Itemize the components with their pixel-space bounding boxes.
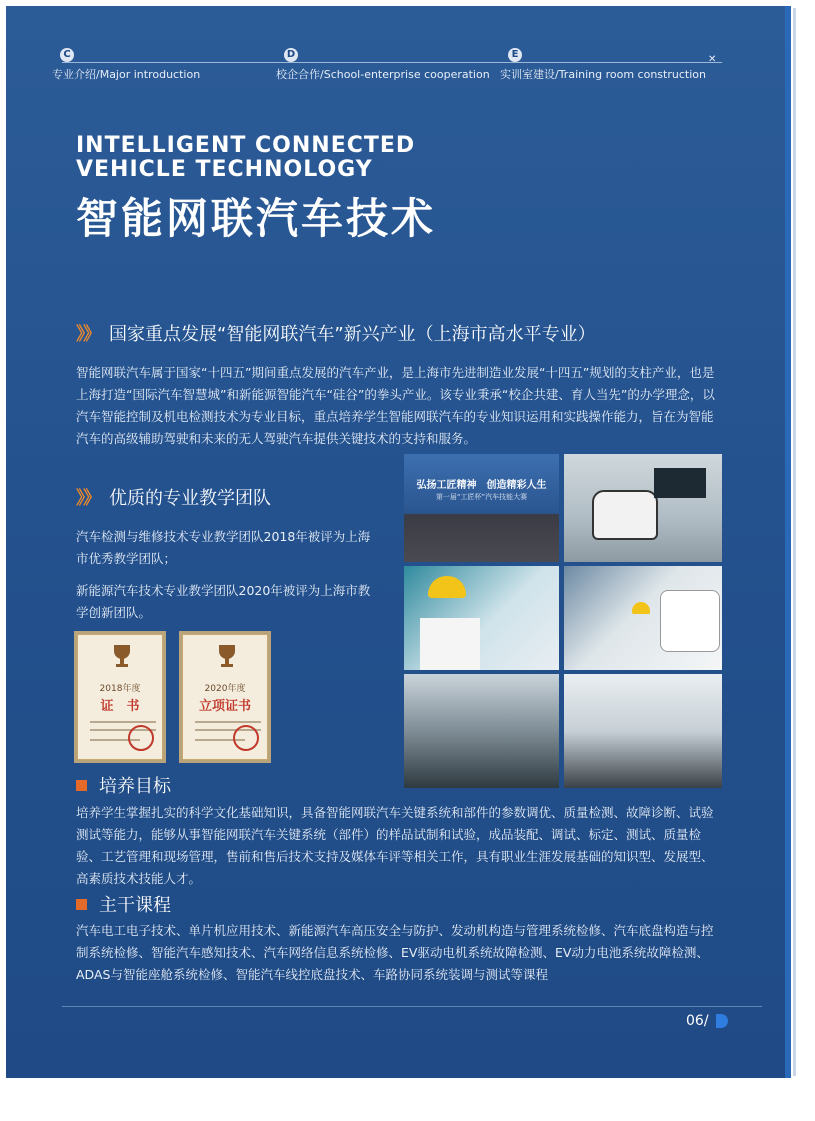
double-chevron-icon: 》》 xyxy=(76,488,99,509)
square-bullet-icon xyxy=(76,899,87,910)
nav-tab-label: 校企合作/School-enterprise cooperation xyxy=(276,68,490,81)
certificate-2018 xyxy=(74,631,166,763)
brochure-page xyxy=(6,6,785,1078)
certificate-text-line xyxy=(90,721,156,723)
section-heading-team xyxy=(76,484,271,510)
goals-paragraph: 培养学生掌握扎实的科学文化基础知识，具备智能网联汽车关键系统和部件的参数调优、质量检测、故障诊断、试验测试等能力，能够从事智能网联汽车关键系统（部件）的样品试制和试验，成品装配、调试、标定、测试、质量检验、工艺管理和现场管理，售前和售后技术支持及媒体车评等相关工作，具有职业生涯发展基础的知识型、发展型、高素质技术技能人才。 xyxy=(76,805,714,886)
section-heading-text: 国家重点发展“智能网联汽车”新兴产业（上海市高水平专业） xyxy=(109,324,596,345)
team-paragraph-1: 汽车检测与维修技术专业教学团队2018年被评为上海市优秀教学团队； xyxy=(76,529,371,566)
photo-vehicle-testing xyxy=(564,566,722,670)
page-tab-marker xyxy=(716,1014,728,1028)
section-heading-text: 优质的专业教学团队 xyxy=(109,488,271,509)
photo-meeting xyxy=(564,674,722,788)
nav-tab-training-room[interactable] xyxy=(454,47,706,82)
trophy-icon xyxy=(216,643,238,669)
courses-paragraph: 汽车电工电子技术、单片机应用技术、新能源汽车高压安全与防护、发动机构造与管理系统检修、汽车底盘构造与控制系统检修、智能汽车感知技术、汽车网络信息系统检修、EV驱动电机系统故障检测、EV动力电池系统故障检测、ADAS与智能座舱系统检修、智能汽车线控底盘技术、车路协同系统装调与测试等课程 xyxy=(76,923,714,982)
photo-grid xyxy=(404,454,722,788)
footer-divider xyxy=(62,1006,762,1007)
certificate-year: 2020年度 xyxy=(204,684,246,694)
certificate-year: 2018年度 xyxy=(99,684,141,694)
section-heading-courses: 主干课程 xyxy=(76,891,171,917)
nav-tab-label: 实训室建设/Training room construction xyxy=(500,68,706,81)
nav-tab-letter: E xyxy=(508,48,522,62)
close-icon[interactable]: ✕ xyxy=(708,54,717,65)
photo-autonomous-vehicle xyxy=(564,454,722,562)
certificate-2020 xyxy=(179,631,271,763)
square-bullet-icon xyxy=(76,780,87,791)
english-title-line2: VEHICLE TECHNOLOGY xyxy=(76,157,373,182)
english-title xyxy=(76,134,436,182)
photo-competition-stage: 弘扬工匠精神 创造精彩人生 第一届“工匠杯”汽车技能大赛 xyxy=(404,454,559,562)
photo-classroom xyxy=(404,674,559,788)
page-number: 06/ xyxy=(686,1013,709,1029)
nav-tab-letter: C xyxy=(60,48,74,62)
team-paragraph-2: 新能源汽车技术专业教学团队2020年被评为上海市教学创新团队。 xyxy=(76,583,371,620)
english-title-line1: INTELLIGENT CONNECTED xyxy=(76,133,416,158)
seal-stamp xyxy=(233,725,259,751)
certificate-text-line xyxy=(195,721,261,723)
trophy-icon xyxy=(111,643,133,669)
page-edge-strip xyxy=(793,8,796,1076)
seal-stamp xyxy=(128,725,154,751)
page-edge-bar xyxy=(785,6,791,1078)
nav-tab-letter: D xyxy=(284,48,298,62)
nav-tab-cooperation[interactable] xyxy=(230,47,490,82)
certificate-word: 证 书 xyxy=(100,699,140,714)
photo-student-helmet xyxy=(404,566,559,670)
nav-tab-label: 专业介绍/Major introduction xyxy=(52,68,201,81)
industry-paragraph: 智能网联汽车属于国家“十四五”期间重点发展的汽车产业，是上海市先进制造业发展“十四五”规划的支柱产业，也是上海打造“国际汽车智慧城”和新能源智能汽车“硅谷”的拳头产业。该专业秉承“校企共建、育人当先”的办学理念，以汽车智能控制及机电检测技术为专业目标，重点培养学生智能网联汽车的专业知识运用和实践操作能力，旨在为智能汽车的高级辅助驾驶和未来的无人驾驶汽车提供关键技术的支持和服务。 xyxy=(76,365,715,446)
section-heading-goals: 培养目标 xyxy=(76,772,171,798)
nav-tab-major[interactable] xyxy=(6,47,200,82)
double-chevron-icon: 》》 xyxy=(76,324,99,345)
chinese-title: 智能网联汽车技术 xyxy=(76,194,437,243)
certificate-word: 立项证书 xyxy=(198,699,251,714)
section-heading-industry xyxy=(76,320,596,346)
